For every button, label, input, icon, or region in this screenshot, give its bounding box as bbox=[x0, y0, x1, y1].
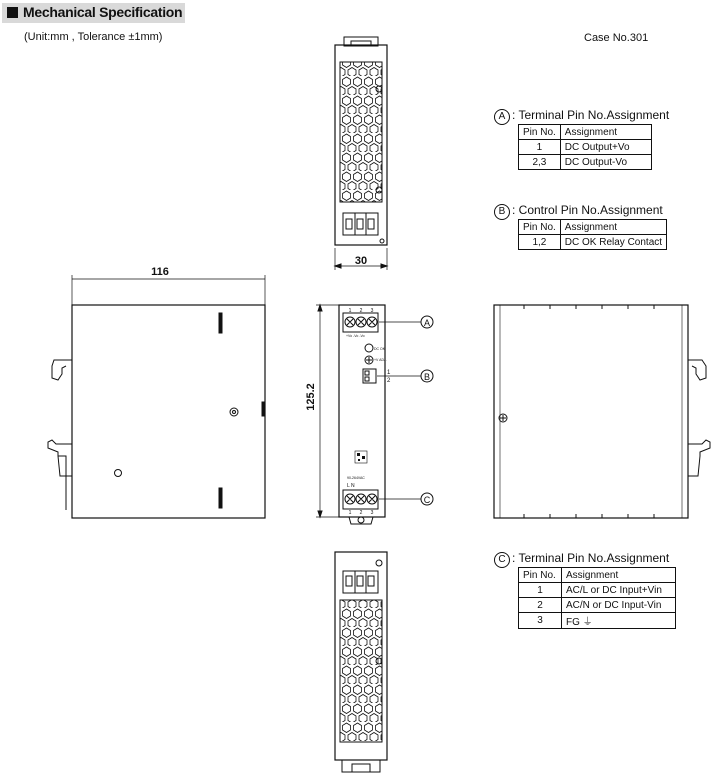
table-cell: DC Output+Vo bbox=[560, 140, 651, 155]
bottom-view bbox=[335, 552, 387, 772]
control-b-title: Control Pin No.Assignment bbox=[518, 203, 663, 217]
front-view bbox=[316, 305, 433, 524]
width-dimension-label: 116 bbox=[151, 266, 169, 278]
bottom-pin-number: 1 bbox=[348, 510, 352, 516]
table-row bbox=[519, 613, 676, 629]
unit-note: (Unit:mm , Tolerance ±1mm) bbox=[24, 31, 163, 43]
callout-c: C bbox=[423, 495, 431, 505]
table-cell: 1 bbox=[519, 583, 562, 598]
table-cell: 3 bbox=[519, 613, 562, 629]
table-cell: DC Output-Vo bbox=[560, 155, 651, 170]
table-header-row bbox=[519, 568, 676, 583]
table-header-row bbox=[519, 125, 652, 140]
top-view bbox=[335, 37, 387, 270]
relay-pin-number: 2 bbox=[387, 378, 391, 384]
top-pin-number: 2 bbox=[359, 308, 363, 314]
callout-b: B bbox=[423, 372, 431, 382]
table-cell: FG ⏚ bbox=[562, 613, 676, 629]
table-cell: 2 bbox=[519, 598, 562, 613]
table-header: Pin No. bbox=[519, 568, 562, 583]
table-cell: AC/L or DC Input+Vin bbox=[562, 583, 676, 598]
output-labels: +Vo -Vo -Vo bbox=[346, 334, 365, 338]
depth-dimension-label: 30 bbox=[354, 255, 368, 267]
terminal-a-table bbox=[518, 124, 652, 170]
top-pin-number: 3 bbox=[370, 308, 374, 314]
left-side-view bbox=[48, 275, 265, 518]
bottom-pin-number: 2 bbox=[359, 510, 363, 516]
vadj-label: +V ADJ. bbox=[374, 358, 387, 362]
case-number: Case No.301 bbox=[584, 32, 649, 44]
top-pin-number: 1 bbox=[348, 308, 352, 314]
table-row bbox=[519, 583, 676, 598]
marker-a-icon: A bbox=[494, 109, 510, 125]
table-header: Assignment bbox=[560, 220, 666, 235]
table-cell: AC/N or DC Input-Vin bbox=[562, 598, 676, 613]
control-b-heading: B : Control Pin No.Assignment bbox=[494, 203, 663, 220]
table-header: Pin No. bbox=[519, 125, 561, 140]
relay-pin-number: 1 bbox=[387, 370, 391, 376]
terminal-a-heading: A : Terminal Pin No.Assignment bbox=[494, 108, 669, 125]
table-cell: 1,2 bbox=[519, 235, 561, 250]
table-cell: 2,3 bbox=[519, 155, 561, 170]
table-header-row bbox=[519, 220, 667, 235]
table-row bbox=[519, 235, 667, 250]
table-cell: 1 bbox=[519, 140, 561, 155]
input-label: L N bbox=[347, 483, 355, 489]
marker-c-icon: C bbox=[494, 552, 510, 568]
marker-b-icon: B bbox=[494, 204, 510, 220]
right-side-view bbox=[494, 305, 710, 518]
table-cell: DC OK Relay Contact bbox=[560, 235, 666, 250]
table-row bbox=[519, 598, 676, 613]
terminal-c-heading: C : Terminal Pin No.Assignment bbox=[494, 551, 669, 568]
callout-a: A bbox=[423, 318, 431, 328]
bottom-pin-number: 3 bbox=[370, 510, 374, 516]
height-dimension-label: 125.2 bbox=[305, 383, 317, 411]
table-row bbox=[519, 140, 652, 155]
control-b-table bbox=[518, 219, 667, 250]
page-title: Mechanical Specification bbox=[23, 4, 183, 20]
rating-label: 90-264VAC bbox=[347, 476, 365, 480]
terminal-c-table bbox=[518, 567, 676, 629]
table-header: Assignment bbox=[560, 125, 651, 140]
table-header: Pin No. bbox=[519, 220, 561, 235]
table-row bbox=[519, 155, 652, 170]
table-header: Assignment bbox=[562, 568, 676, 583]
terminal-a-title: Terminal Pin No.Assignment bbox=[518, 108, 670, 122]
dc-ok-label: DC OK bbox=[374, 347, 386, 351]
terminal-c-title: Terminal Pin No.Assignment bbox=[518, 551, 670, 565]
